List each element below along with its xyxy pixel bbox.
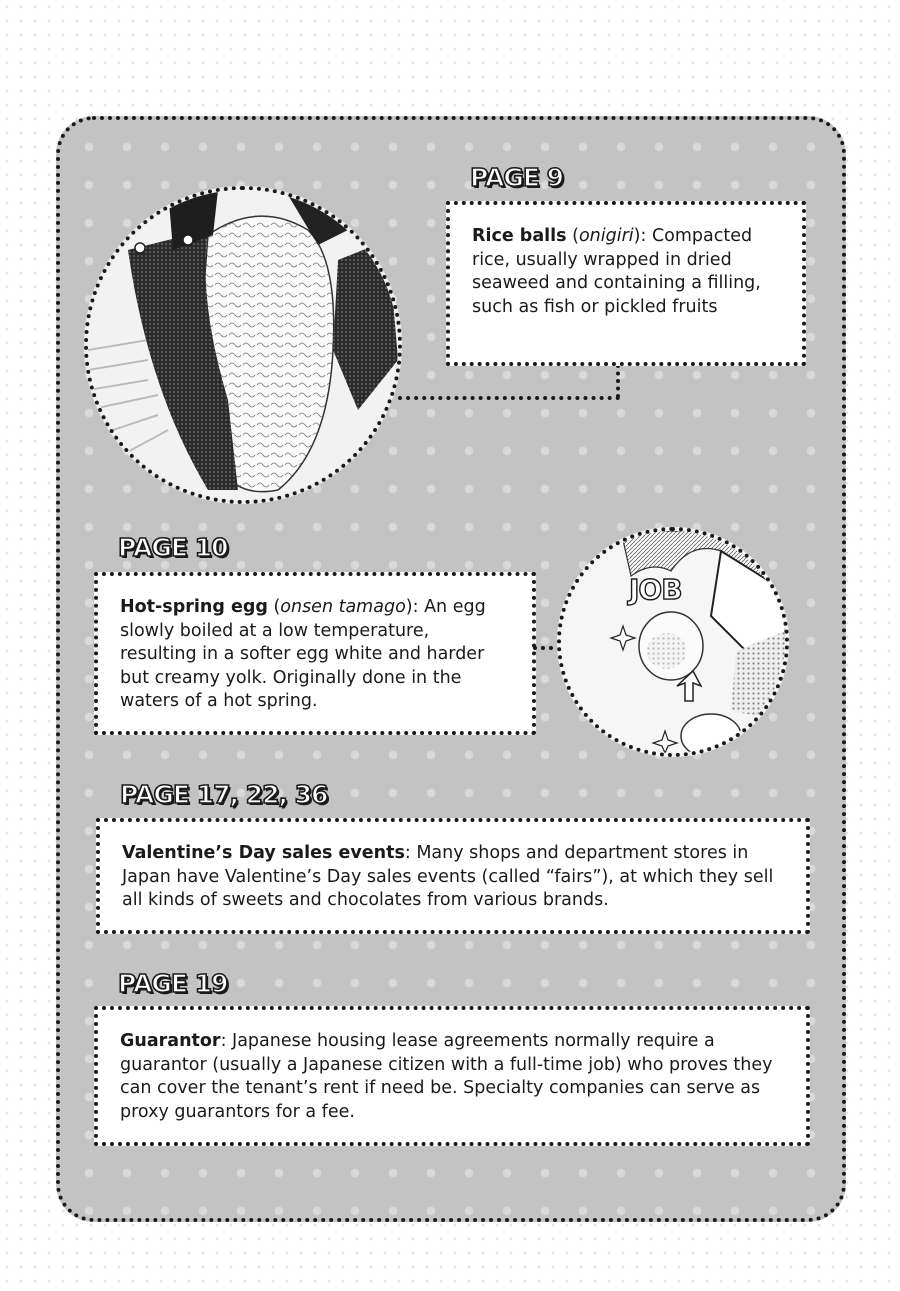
- hot-spring-egg-definition: [94, 572, 536, 735]
- punctuation: :: [404, 843, 417, 863]
- punctuation: ):: [405, 597, 425, 617]
- definition: Japanese housing lease agreements normally require a guarantor (usually a Japanese citizen with a full-time job) who proves they can cover the tenant’s rent if need be. Specialty companies can serve as proxy guarantors for a fee.: [120, 1031, 773, 1122]
- term: Guarantor: [120, 1031, 221, 1051]
- rice-balls-definition: [446, 201, 806, 366]
- page-10-heading: PAGE 10: [118, 533, 228, 562]
- definition-text: [122, 842, 784, 913]
- egg-illustration: [557, 527, 789, 757]
- connector-line: [616, 364, 620, 398]
- term: Valentine’s Day sales events: [122, 843, 405, 863]
- egg-icon: [561, 531, 785, 753]
- punctuation: ):: [633, 226, 652, 246]
- definition: An egg slowly boiled at a low temperature, resulting in a softer egg white and harder but creamy yolk. Originally done in the waters of a hot spring.: [120, 597, 486, 711]
- guarantor-definition: [94, 1006, 810, 1146]
- definition: Many shops and department stores in Japan have Valentine’s Day sales events (called “fairs”), at which they sell all kinds of sweets and chocolates from various brands.: [122, 843, 774, 910]
- definition-text: [472, 225, 780, 319]
- valentines-day-definition: [96, 818, 810, 934]
- punctuation: :: [220, 1031, 233, 1051]
- punctuation: (: [566, 226, 579, 246]
- page-17-22-36-heading: PAGE 17, 22, 36: [120, 780, 328, 809]
- job-label: JOB: [629, 573, 682, 606]
- punctuation: (: [267, 597, 281, 617]
- connector-line: [398, 396, 620, 400]
- page-19-heading: PAGE 19: [118, 969, 228, 998]
- term: Hot-spring egg: [120, 597, 268, 617]
- japanese-term: onigiri: [578, 226, 634, 246]
- definition-text: [120, 596, 510, 714]
- term: Rice balls: [472, 226, 567, 246]
- definition-text: [120, 1030, 784, 1124]
- definition: Compacted rice, usually wrapped in dried seaweed and containing a filling, such as fish or pickled fruits: [472, 226, 761, 317]
- onigiri-illustration: [84, 186, 402, 504]
- onigiri-icon: [88, 190, 398, 500]
- japanese-term: onsen tamago: [280, 597, 406, 617]
- page-9-heading: PAGE 9: [470, 163, 564, 192]
